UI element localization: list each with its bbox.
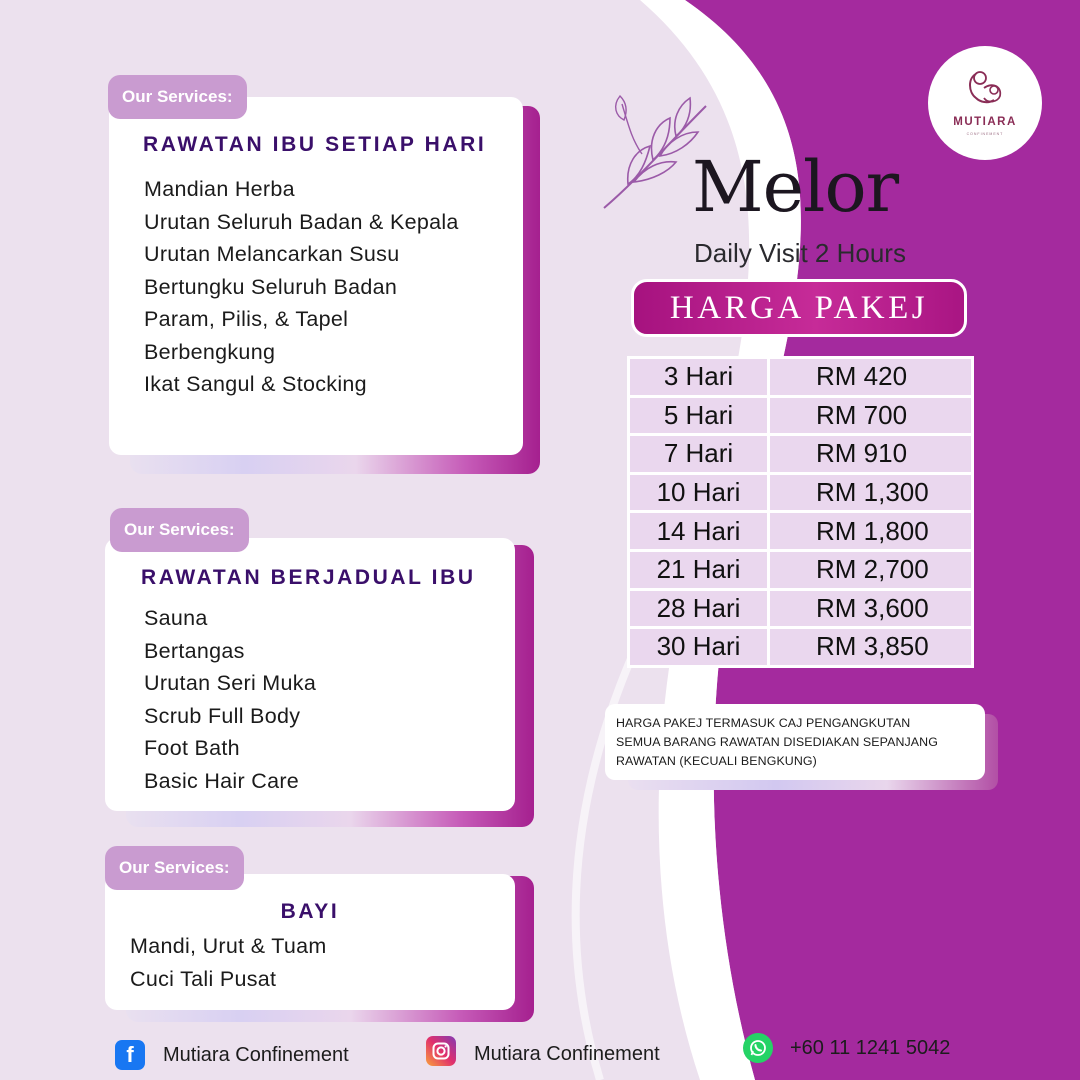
service-list [144,602,316,797]
table-row [629,435,973,474]
days-cell: 28 Hari [629,589,769,628]
days-cell: 30 Hari [629,628,769,667]
days-cell: 21 Hari [629,550,769,589]
instagram-icon [426,1036,456,1066]
package-name: Melor [691,146,899,228]
card-title: RAWATAN BERJADUAL IBU [141,566,476,589]
price-cell: RM 3,600 [769,589,973,628]
package-subtitle: Daily Visit 2 Hours [694,238,906,268]
facebook-icon: f [115,1040,145,1070]
note-line: SEMUA BARANG RAWATAN DISEDIAKAN SEPANJANG [616,735,938,749]
days-cell: 10 Hari [629,473,769,512]
services-badge: Our Services: [110,508,249,552]
days-cell: 7 Hari [629,435,769,474]
list-item: Scrub Full Body [144,703,301,728]
days-cell: 5 Hari [629,396,769,435]
list-item: Basic Hair Care [144,768,300,793]
list-item: Mandian Herba [144,177,295,201]
price-table [627,356,974,668]
logo-sub: CONFINEMENT [966,132,1004,136]
whatsapp-number: +60 11 1241 5042 [790,1036,951,1059]
table-row [629,473,973,512]
table-row [629,589,973,628]
services-badge: Our Services: [105,846,244,890]
brand-logo [928,46,1042,160]
price-cell: RM 1,800 [769,512,973,551]
list-item: Param, Pilis, & Tapel [144,307,349,331]
card-title: RAWATAN IBU SETIAP HARI [143,133,487,156]
services-badge: Our Services: [108,75,247,119]
days-cell: 14 Hari [629,512,769,551]
table-row [629,396,973,435]
list-item: Mandi, Urut & Tuam [130,934,327,958]
list-item: Foot Bath [144,736,240,760]
table-row [629,358,973,397]
price-cell: RM 700 [769,396,973,435]
note-line: HARGA PAKEJ TERMASUK CAJ PENGANGKUTAN [616,716,911,730]
mother-baby-icon [962,66,1008,112]
list-item: Urutan Melancarkan Susu [144,242,400,266]
note-line: RAWATAN (KECUALI BENGKUNG) [616,754,817,768]
instagram-link[interactable] [426,1036,660,1066]
price-cell: RM 1,300 [769,473,973,512]
instagram-label: Mutiara Confinement [474,1042,660,1065]
price-cell: RM 910 [769,435,973,474]
facebook-label: Mutiara Confinement [163,1043,349,1066]
whatsapp-link[interactable] [743,1033,950,1063]
price-cell: RM 2,700 [769,550,973,589]
table-row [629,550,973,589]
service-list [144,173,459,401]
price-cell: RM 3,850 [769,628,973,667]
list-item: Bertangas [144,638,245,663]
list-item: Urutan Seri Muka [144,671,317,695]
price-cell: RM 420 [769,358,973,397]
card-title: BAYI [280,900,340,923]
list-item: Berbengkung [144,339,276,364]
service-card-daily [109,97,523,455]
price-note [605,704,985,780]
list-item: Bertungku Seluruh Badan [144,274,398,299]
service-card-scheduled [105,538,515,811]
list-item: Sauna [144,606,208,630]
price-heading: HARGA PAKEJ [631,279,967,337]
logo-name: MUTIARA [953,116,1017,128]
list-item: Urutan Seluruh Badan & Kepala [144,209,459,234]
list-item: Ikat Sangul & Stocking [144,372,367,396]
facebook-link[interactable] [115,1040,349,1070]
days-cell: 3 Hari [629,358,769,397]
table-row [629,628,973,667]
table-row [629,512,973,551]
list-item: Cuci Tali Pusat [130,966,277,991]
service-list [130,930,327,995]
whatsapp-icon [743,1033,773,1063]
service-card-baby [105,874,515,1010]
